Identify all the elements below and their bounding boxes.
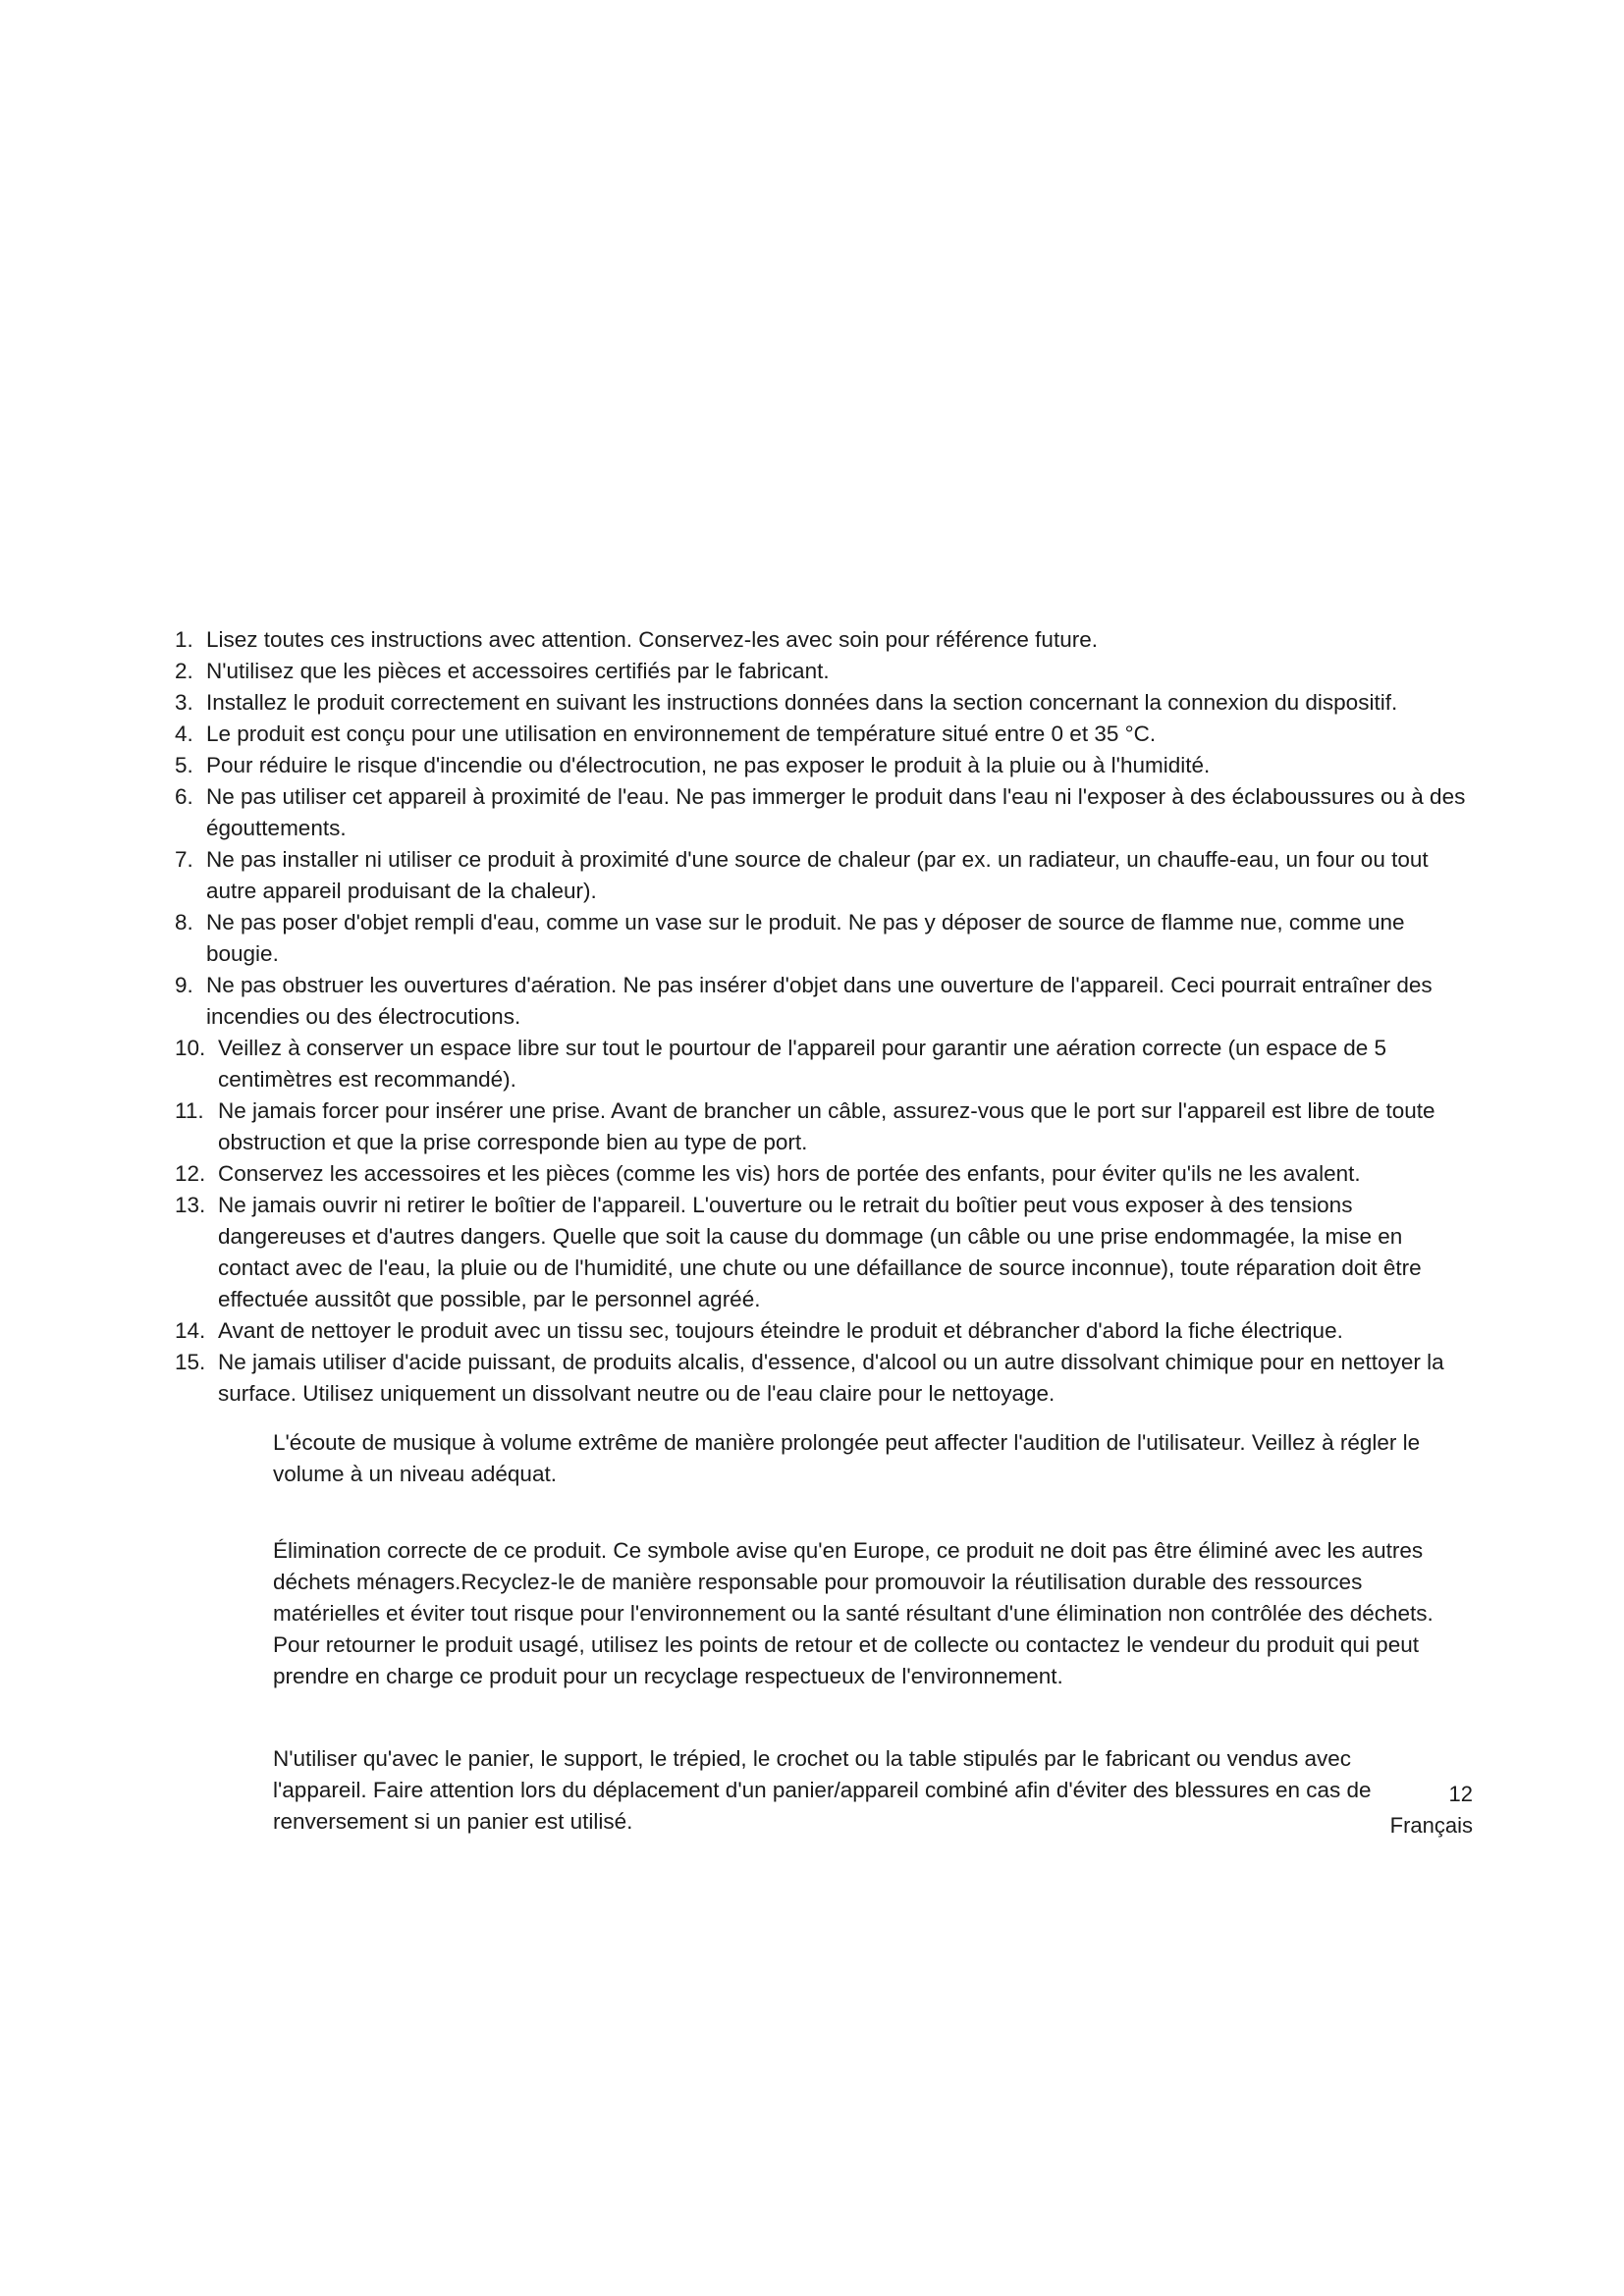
item-number: 8. [175,910,193,934]
instruction-item [175,656,1471,687]
notes-section [273,1427,1441,1838]
item-text: Le produit est conçu pour une utilisation en environnement de température situé entre 0 et 35 °C. [206,721,1157,746]
instruction-item [175,844,1471,907]
instruction-item [175,1190,1471,1315]
item-number: 3. [175,690,193,715]
item-text: Ne pas obstruer les ouvertures d'aération. Ne pas insérer d'objet dans une ouverture de l'appareil. Ceci pourrait entraîner des incendies ou des électrocutions. [206,973,1433,1029]
item-number: 14. [175,1318,206,1343]
instruction-item [175,1095,1471,1158]
item-number: 1. [175,627,193,652]
volume-warning-note: L'écoute de musique à volume extrême de manière prolongée peut affecter l'audition de l'utilisateur. Veillez à régler le volume à un niveau adéquat. [273,1430,1421,1486]
item-text: N'utilisez que les pièces et accessoires certifiés par le fabricant. [206,659,830,683]
instruction-item [175,781,1471,844]
page-number: 12 [1448,1782,1473,1806]
item-number: 9. [175,973,193,997]
item-number: 7. [175,847,193,872]
item-text: Ne jamais utiliser d'acide puissant, de produits alcalis, d'essence, d'alcool ou un autre dissolvant chimique pour en nettoyer la surface. Utilisez uniquement un dissolvant neutre ou de l'eau claire pour le nettoyage. [218,1350,1444,1406]
item-text: Veillez à conserver un espace libre sur tout le pourtour de l'appareil pour garantir une aération correcte (un espace de 5 centimètres est recommandé). [218,1036,1387,1092]
item-text: Avant de nettoyer le produit avec un tissu sec, toujours éteindre le produit et débrancher d'abord la fiche électrique. [218,1318,1343,1343]
item-number: 6. [175,784,193,809]
item-number: 12. [175,1161,206,1186]
item-text: Installez le produit correctement en suivant les instructions données dans la section concernant la connexion du dispositif. [206,690,1398,715]
item-text: Ne pas utiliser cet appareil à proximité de l'eau. Ne pas immerger le produit dans l'eau ni l'exposer à des éclaboussures ou à des égouttements. [206,784,1466,840]
instruction-item [175,1033,1471,1095]
item-number: 13. [175,1193,206,1217]
instruction-item [175,1158,1471,1190]
instruction-item [175,624,1471,656]
item-number: 2. [175,659,193,683]
item-text: Ne jamais forcer pour insérer une prise. Avant de brancher un câble, assurez-vous que le port sur l'appareil est libre de toute obstruction et que la prise corresponde bien au type de port. [218,1098,1435,1154]
disposal-note: Élimination correcte de ce produit. Ce symbole avise qu'en Europe, ce produit ne doit pas être éliminé avec les autres déchets ménagers.Recyclez-le de manière responsable pour promouvoir la réutilisation durable des ressources matérielles et éviter tout risque pour l'environnement ou la santé résultant d'une élimination non contrôlée des déchets. Pour retourner le produit usagé, utilisez les points de retour et de collecte ou contactez le vendeur du produit qui peut prendre en charge ce produit pour un recyclage respectueux de l'environnement. [273,1538,1434,1688]
instruction-item [175,907,1471,970]
instruction-item [175,1347,1471,1410]
page-language: Français [1389,1813,1473,1838]
instruction-item [175,750,1471,781]
instruction-item [175,719,1471,750]
safety-instructions-list [175,624,1471,1410]
item-text: Conservez les accessoires et les pièces (comme les vis) hors de portée des enfants, pour éviter qu'ils ne les avalent. [218,1161,1361,1186]
item-number: 4. [175,721,193,746]
instruction-item [175,687,1471,719]
item-text: Ne jamais ouvrir ni retirer le boîtier de l'appareil. L'ouverture ou le retrait du boîtier peut vous exposer à des tensions dangereuses et d'autres dangers. Quelle que soit la cause du dommage (un câble ou une prise endommagée, la mise en contact avec de l'eau, la pluie ou de l'humidité, une chute ou une défaillance de source inconnue), toute réparation doit être effectuée aussitôt que possible, par le personnel agréé. [218,1193,1422,1311]
item-number: 10. [175,1036,206,1060]
item-text: Lisez toutes ces instructions avec attention. Conservez-les avec soin pour référence future. [206,627,1098,652]
cart-warning-note: N'utiliser qu'avec le panier, le support, le trépied, le crochet ou la table stipulés par le fabricant ou vendus avec l'appareil. Faire attention lors du déplacement d'un panier/appareil combiné afin d'éviter des blessures en cas de renversement si un panier est utilisé. [273,1746,1372,1834]
item-text: Ne pas installer ni utiliser ce produit à proximité d'une source de chaleur (par ex. un radiateur, un chauffe-eau, un four ou tout autre appareil produisant de la chaleur). [206,847,1429,903]
item-text: Ne pas poser d'objet rempli d'eau, comme un vase sur le produit. Ne pas y déposer de source de flamme nue, comme une bougie. [206,910,1405,966]
item-number: 15. [175,1350,206,1374]
item-text: Pour réduire le risque d'incendie ou d'électrocution, ne pas exposer le produit à la pluie ou à l'humidité. [206,753,1211,777]
instruction-item [175,970,1471,1033]
instruction-item [175,1315,1471,1347]
item-number: 11. [175,1098,204,1123]
item-number: 5. [175,753,193,777]
